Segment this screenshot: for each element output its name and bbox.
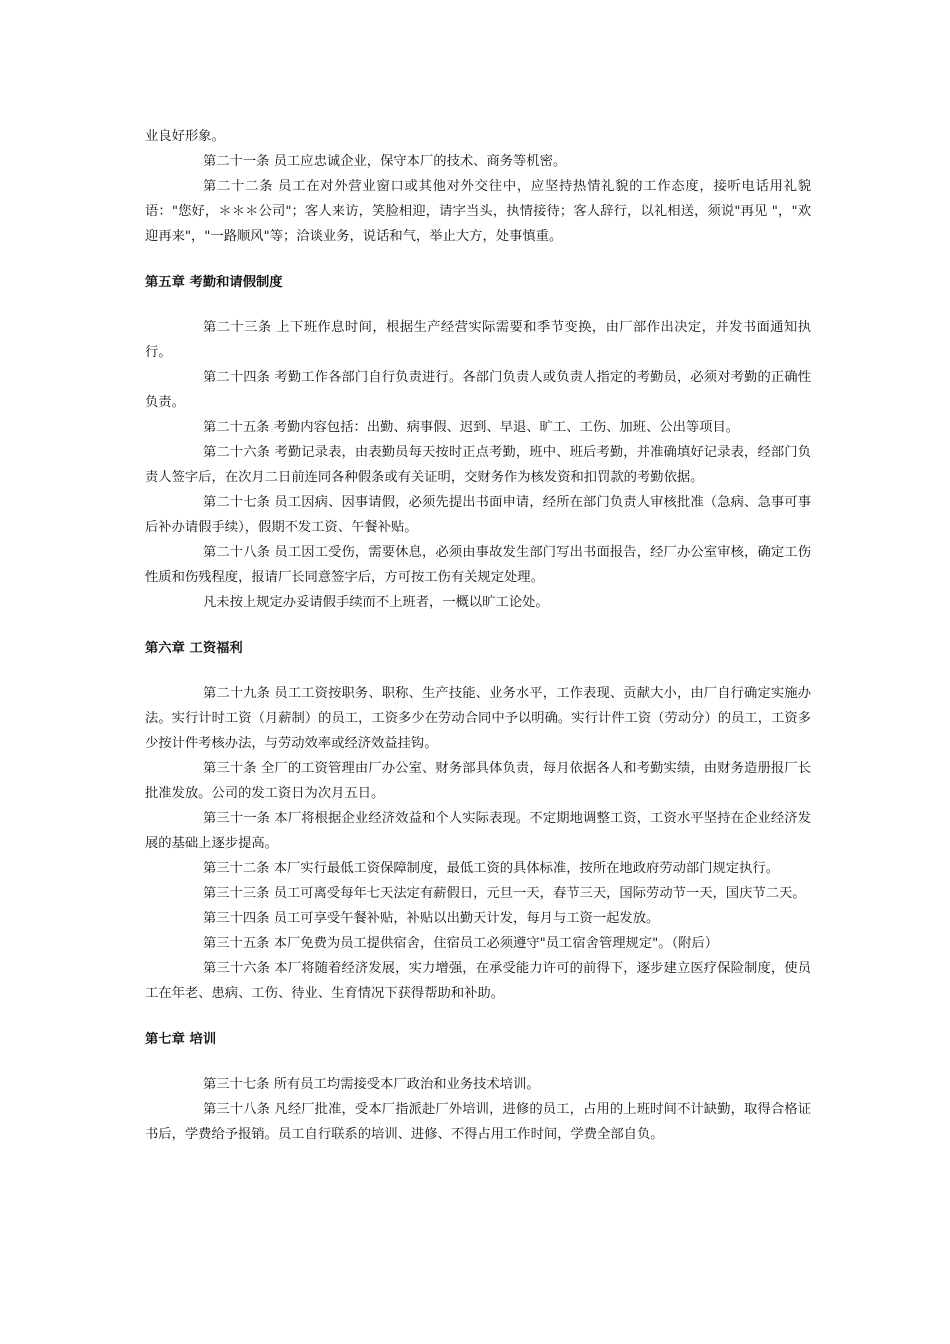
- article-24: 第二十四条 考勤工作各部门自行负责进行。各部门负责人或负责人指定的考勤员，必须对考勤的正确性负责。: [145, 370, 811, 410]
- chapter-5-closing-note: 凡未按上规定办妥请假手续而不上班者，一概以旷工论处。: [203, 595, 549, 610]
- article-25: 第二十五条 考勤内容包括：出勤、病事假、迟到、早退、旷工、工伤、加班、公出等项目。: [203, 420, 740, 435]
- document-body: [145, 124, 811, 1147]
- article-36: 第三十六条 本厂将随着经济发展，实力增强，在承受能力许可的前得下，逐步建立医疗保险制度，使员工在年老、患病、工伤、待业、生育情况下获得帮助和补助。: [145, 961, 811, 1001]
- article-28: 第二十八条 员工因工受伤，需要休息，必须由事故发生部门写出书面报告，经厂办公室审核，确定工伤性质和伤残程度，报请厂长同意签字后，方可按工伤有关规定处理。: [145, 545, 811, 585]
- article-35: 第三十五条 本厂免费为员工提供宿舍，住宿员工必须遵守"员工宿舍管理规定"。（附后）: [203, 936, 719, 951]
- article-27: 第二十七条 员工因病、因事请假，必须先提出书面申请，经所在部门负责人审核批准（急病、急事可事后补办请假手续），假期不发工资、午餐补贴。: [145, 495, 811, 535]
- chapter-6-heading: 第六章 工资福利: [145, 641, 243, 656]
- article-37: 第三十七条 所有员工均需接受本厂政治和业务技术培训。: [203, 1077, 540, 1092]
- article-32: 第三十二条 本厂实行最低工资保障制度，最低工资的具体标准，按所在地政府劳动部门规定执行。: [203, 861, 779, 876]
- chapter-5-heading: 第五章 考勤和请假制度: [145, 275, 283, 290]
- article-34: 第三十四条 员工可享受午餐补贴，补贴以出勤天计发，每月与工资一起发放。: [203, 911, 660, 926]
- article-33: 第三十三条 员工可离受每年七天法定有薪假日，元旦一天，春节三天，国际劳动节一天，国庆节二天。: [203, 886, 806, 901]
- chapter-7-heading: 第七章 培训: [145, 1032, 217, 1047]
- article-31: 第三十一条 本厂将根据企业经济效益和个人实际表现。不定期地调整工资，工资水平坚持在企业经济发展的基础上逐步提高。: [145, 811, 811, 851]
- article-38: 第三十八条 凡经厂批准，受本厂指派赴厂外培训，进修的员工，占用的上班时间不计缺勤，取得合格证书后，学费给予报销。员工自行联系的培训、进修、不得占用工作时间，学费全部自负。: [145, 1102, 811, 1142]
- article-21: 第二十一条 员工应忠诚企业，保守本厂的技术、商务等机密。: [203, 154, 567, 169]
- article-22: 第二十二条 员工在对外营业窗口或其他对外交往中，应坚持热情礼貌的工作态度，接听电话用礼貌语："您好，＊＊＊公司"；客人来访，笑脸相迎，请字当头，执情接待；客人辞行，以礼相送，须说"再见 "，"欢迎再来"，"一路顺风"等；洽谈业务，说话和气，举止大方，处事慎重。: [145, 179, 811, 244]
- article-29: 第二十九条 员工工资按职务、职称、生产技能、业务水平，工作表现、贡献大小，由厂自行确定实施办法。实行计时工资（月薪制）的员工，工资多少在劳动合同中予以明确。实行计件工资（劳动分）的员工，工资多少按计件考核办法，与劳动效率或经济效益挂钩。: [145, 686, 811, 751]
- continuation-text: 业良好形象。: [145, 129, 225, 144]
- article-30: 第三十条 全厂的工资管理由厂办公室、财务部具体负责，每月依据各人和考勤实绩，由财务造册报厂长批准发放。公司的发工资日为次月五日。: [145, 761, 811, 801]
- article-26: 第二十六条 考勤记录表，由表勤员每天按时正点考勤，班中、班后考勤，并准确填好记录表，经部门负责人签字后，在次月二日前连同各种假条或有关证明，交财务作为核发资和扣罚款的考勤依据。: [145, 445, 811, 485]
- article-23: 第二十三条 上下班作息时间，根据生产经营实际需要和季节变换，由厂部作出决定，并发书面通知执行。: [145, 320, 811, 360]
